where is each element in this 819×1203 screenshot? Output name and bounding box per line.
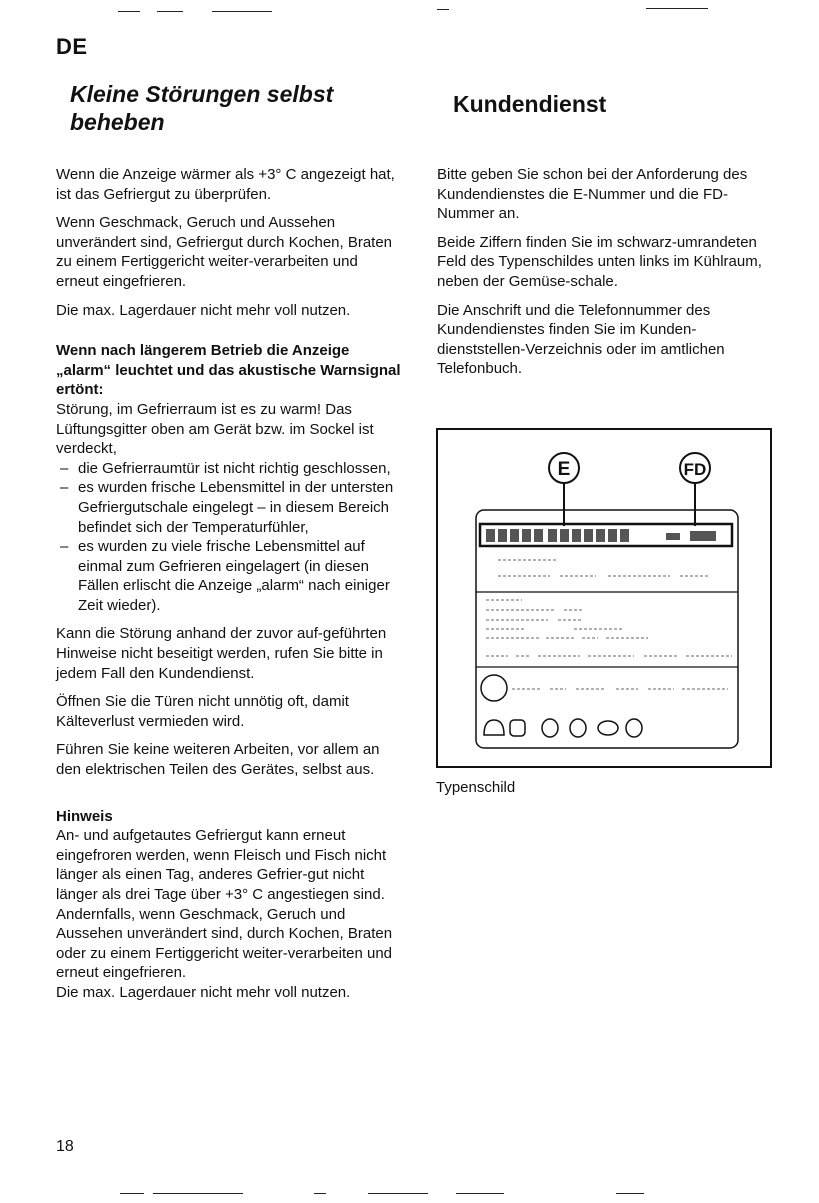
list-item: – die Gefrierraumtür ist nicht richtig geschlossen, <box>60 459 391 477</box>
bottom-rule-2 <box>153 1193 243 1194</box>
paragraph: Bitte geben Sie schon bei der Anforderung des Kundendienstes die E-Nummer und die FD-Nummer an. <box>437 166 748 223</box>
paragraph: Die max. Lagerdauer nicht mehr voll nutzen. <box>56 301 351 319</box>
paragraph: Öffnen Sie die Türen nicht unnötig oft, damit Kälteverlust vermieden wird. <box>56 693 349 730</box>
bottom-rule-1 <box>120 1193 144 1194</box>
plate-symbol-oval <box>570 719 586 737</box>
figure-caption: Typenschild <box>436 779 516 796</box>
paragraph: Die Anschrift und die Telefonnummer des Kundendienstes finden Sie im Kunden-dienststellen-Verzeichnis oder im amtlichen Telefonbuch. <box>437 301 725 378</box>
callout-fd-label: FD <box>683 460 707 479</box>
alarm-bullet-list <box>56 459 401 616</box>
bottom-rule-3 <box>314 1193 326 1194</box>
right-title: Kundendienst <box>453 91 607 117</box>
top-rule-2 <box>157 11 183 12</box>
alarm-heading: Wenn nach längerem Betrieb die Anzeige „alarm“ leuchtet und das akustische Warnsignal ertönt: <box>56 342 401 399</box>
list-item: – es wurden zu viele frische Lebensmittel auf einmal zum Gefrieren eingelagert (in diesen Fällen erlischt die Anzeige „alarm“ nach einiger Zeit wieder). <box>60 538 390 614</box>
top-rule-3 <box>212 11 272 12</box>
plate-symbol-square <box>510 720 525 736</box>
top-rule-1 <box>118 11 140 12</box>
bottom-rule-4 <box>368 1193 428 1194</box>
hint-paragraph: Die max. Lagerdauer nicht mehr voll nutzen. <box>56 983 351 1001</box>
bottom-rule-6 <box>616 1193 644 1194</box>
e-number-blocks <box>486 529 716 542</box>
hint-paragraph: An- und aufgetautes Gefriergut kann erneut eingefroren werden, wenn Fleisch und Fisch nicht länger als einen Tag, anderes Gefrier-gut nicht länger als drei Tage über +3° C angestiegen sind. <box>56 827 387 903</box>
plate-symbol-oval <box>598 721 618 735</box>
page-number: 18 <box>56 1138 74 1155</box>
type-plate-figure <box>436 428 772 768</box>
left-column <box>56 165 401 1003</box>
list-item: – es wurden frische Lebensmittel in der untersten Gefriergutschale eingelegt – in diesem Bereich befindet sich der Temperaturfühler, <box>60 479 394 536</box>
plate-symbol-circle <box>481 675 507 701</box>
plate-print-lines <box>486 560 732 689</box>
paragraph: Führen Sie keine weiteren Arbeiten, vor allem an den elektrischen Teilen des Gerätes, selbst aus. <box>56 741 380 779</box>
left-title: Kleine Störungen selbst beheben <box>70 81 334 135</box>
right-column <box>437 165 772 388</box>
language-tag: DE <box>56 34 88 59</box>
alarm-text: Störung, im Gefrierraum ist es zu warm! Das Lüftungsgitter oben am Gerät bzw. im Sockel ist verdeckt, <box>56 400 374 458</box>
hint-heading: Hinweis <box>56 807 113 825</box>
paragraph: Wenn Geschmack, Geruch und Aussehen unverändert sind, Gefriergut durch Kochen, Braten zu einem Fertiggericht weiter-verarbeiten und erneut eingefrieren. <box>56 214 393 290</box>
bottom-rule-5 <box>456 1193 504 1194</box>
plate-symbol-oval <box>542 719 558 737</box>
paragraph: Beide Ziffern finden Sie im schwarz-umrandeten Feld des Typenschildes unten links im Kühlraum, neben der Gemüse-schale. <box>437 233 762 290</box>
plate-symbol-oval <box>626 719 642 737</box>
type-plate-drawing <box>438 430 770 766</box>
hint-paragraph: Andernfalls, wenn Geschmack, Geruch und Aussehen unverändert sind, durch Kochen, Braten oder zu einem Fertiggericht weiter-verarbeiten und erneut eingefrieren. <box>56 905 393 982</box>
top-rule-5 <box>646 8 708 9</box>
paragraph: Kann die Störung anhand der zuvor auf-geführten Hinweise nicht beseitigt werden, rufen Sie bitte in jedem Fall den Kundendienst. <box>56 625 387 682</box>
paragraph: Wenn die Anzeige wärmer als +3° C angezeigt hat, ist das Gefriergut zu überprüfen. <box>56 166 395 203</box>
callout-e-label: E <box>557 459 571 480</box>
top-rule-4 <box>437 9 449 10</box>
plate-symbol-dome <box>484 720 504 735</box>
